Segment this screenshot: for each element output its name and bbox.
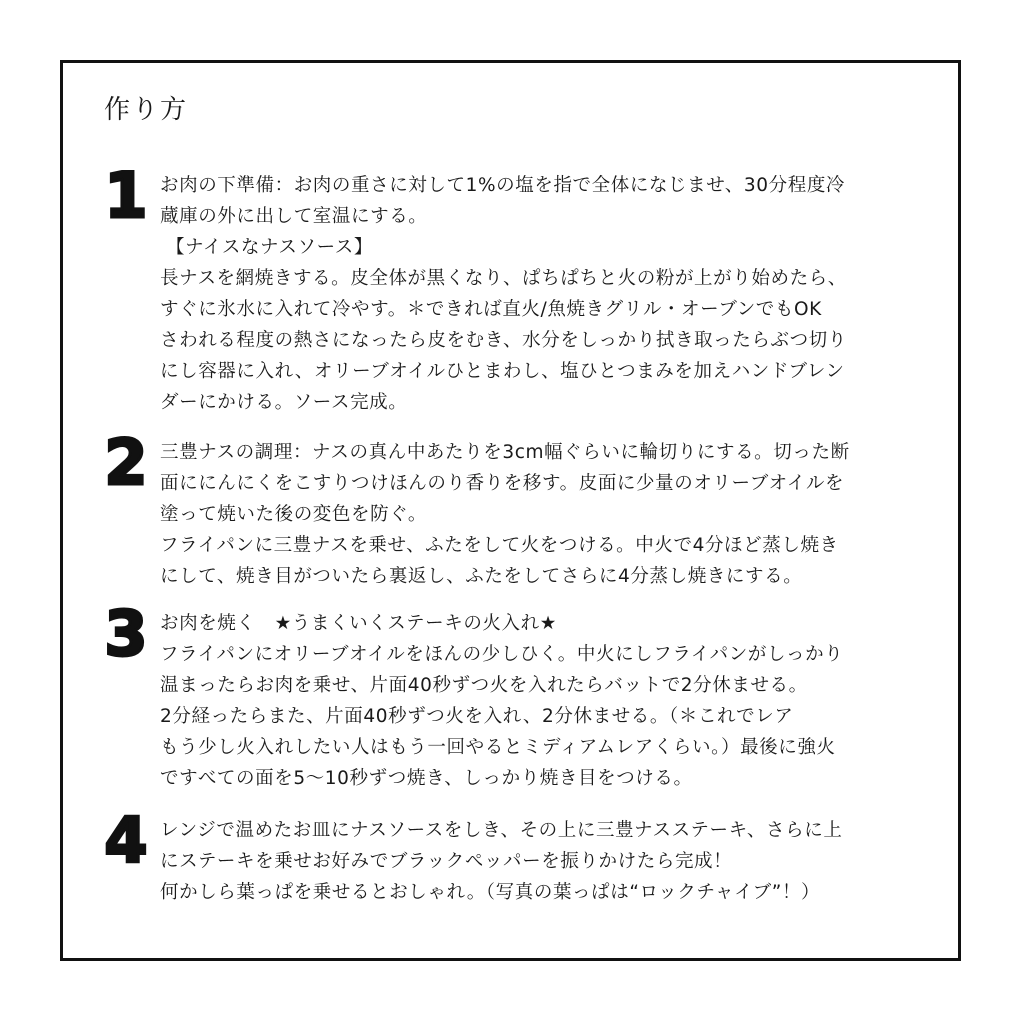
text-line: 塗って焼いた後の変色を防ぐ。 — [160, 504, 428, 525]
text-line: にステーキを乗せお好みでブラックペッパーを振りかけたら完成！ — [160, 851, 733, 872]
text-line: レンジで温めたお皿にナスソースをしき、その上に三豊ナスステーキ、さらに上 — [160, 820, 843, 841]
step-text — [160, 437, 960, 592]
text-line: フライパンに三豊ナスを乗せ、ふたをして火をつける。中火で4分ほど蒸し焼き — [160, 535, 839, 556]
text-line: 蔵庫の外に出して室温にする。 — [160, 206, 428, 227]
text-line: 何かしら葉っぱを乗せるとおしゃれ。（写真の葉っぱは“ロックチャイブ”！） — [160, 882, 821, 903]
step-text — [160, 815, 960, 908]
step-text — [160, 170, 960, 418]
text-line: 2分経ったらまた、片面40秒ずつ火を入れ、2分休ませる。（＊これでレア — [160, 706, 794, 727]
text-line: さわれる程度の熱さになったら皮をむき、水分をしっかり拭き取ったらぶつ切り — [160, 330, 847, 351]
text-line: 温まったらお肉を乗せ、片面40秒ずつ火を入れたらバットで2分休ませる。 — [160, 675, 808, 696]
step-number: 4 — [104, 804, 148, 877]
step-number: 3 — [104, 597, 148, 670]
text-line: 面ににんにくをこすりつけほんのり香りを移す。皮面に少量のオリーブオイルを — [160, 473, 845, 494]
text-line: フライパンにオリーブオイルをほんの少しひく。中火にしフライパンがしっかり — [160, 644, 844, 665]
text-line: すぐに氷水に入れて冷やす。＊できれば直火/魚焼きグリル・オーブンでもOK — [160, 299, 822, 320]
text-line: 長ナスを網焼きする。皮全体が黒くなり、ぱちぱちと火の粉が上がり始めたら、 — [160, 268, 847, 289]
section-heading: 【ナイスなナスソース】 — [166, 237, 373, 258]
page-title: 作り方 — [104, 95, 189, 125]
text-line: にして、焼き目がついたら裏返し、ふたをしてさらに4分蒸し焼きにする。 — [160, 566, 803, 587]
text-line: お肉の下準備：お肉の重さに対して1%の塩を指で全体になじませ、30分程度冷 — [160, 175, 846, 196]
text-line: ですべての面を5～10秒ずつ焼き、しっかり焼き目をつける。 — [160, 768, 693, 789]
text-line: ダーにかける。ソース完成。 — [160, 392, 408, 413]
step-number: 1 — [104, 159, 148, 232]
step-text — [160, 608, 960, 794]
text-line: にし容器に入れ、オリーブオイルひとまわし、塩ひとつまみを加えハンドブレン — [160, 361, 845, 382]
step-number: 2 — [104, 426, 148, 499]
text-line: 三豊ナスの調理：ナスの真ん中あたりを3cm幅ぐらいに輪切りにする。切った断 — [160, 442, 850, 463]
text-line: お肉を焼く ★うまくいくステーキの火入れ★ — [160, 613, 557, 634]
text-line: もう少し火入れしたい人はもう一回やるとミディアムレアくらい。）最後に強火 — [160, 737, 836, 758]
